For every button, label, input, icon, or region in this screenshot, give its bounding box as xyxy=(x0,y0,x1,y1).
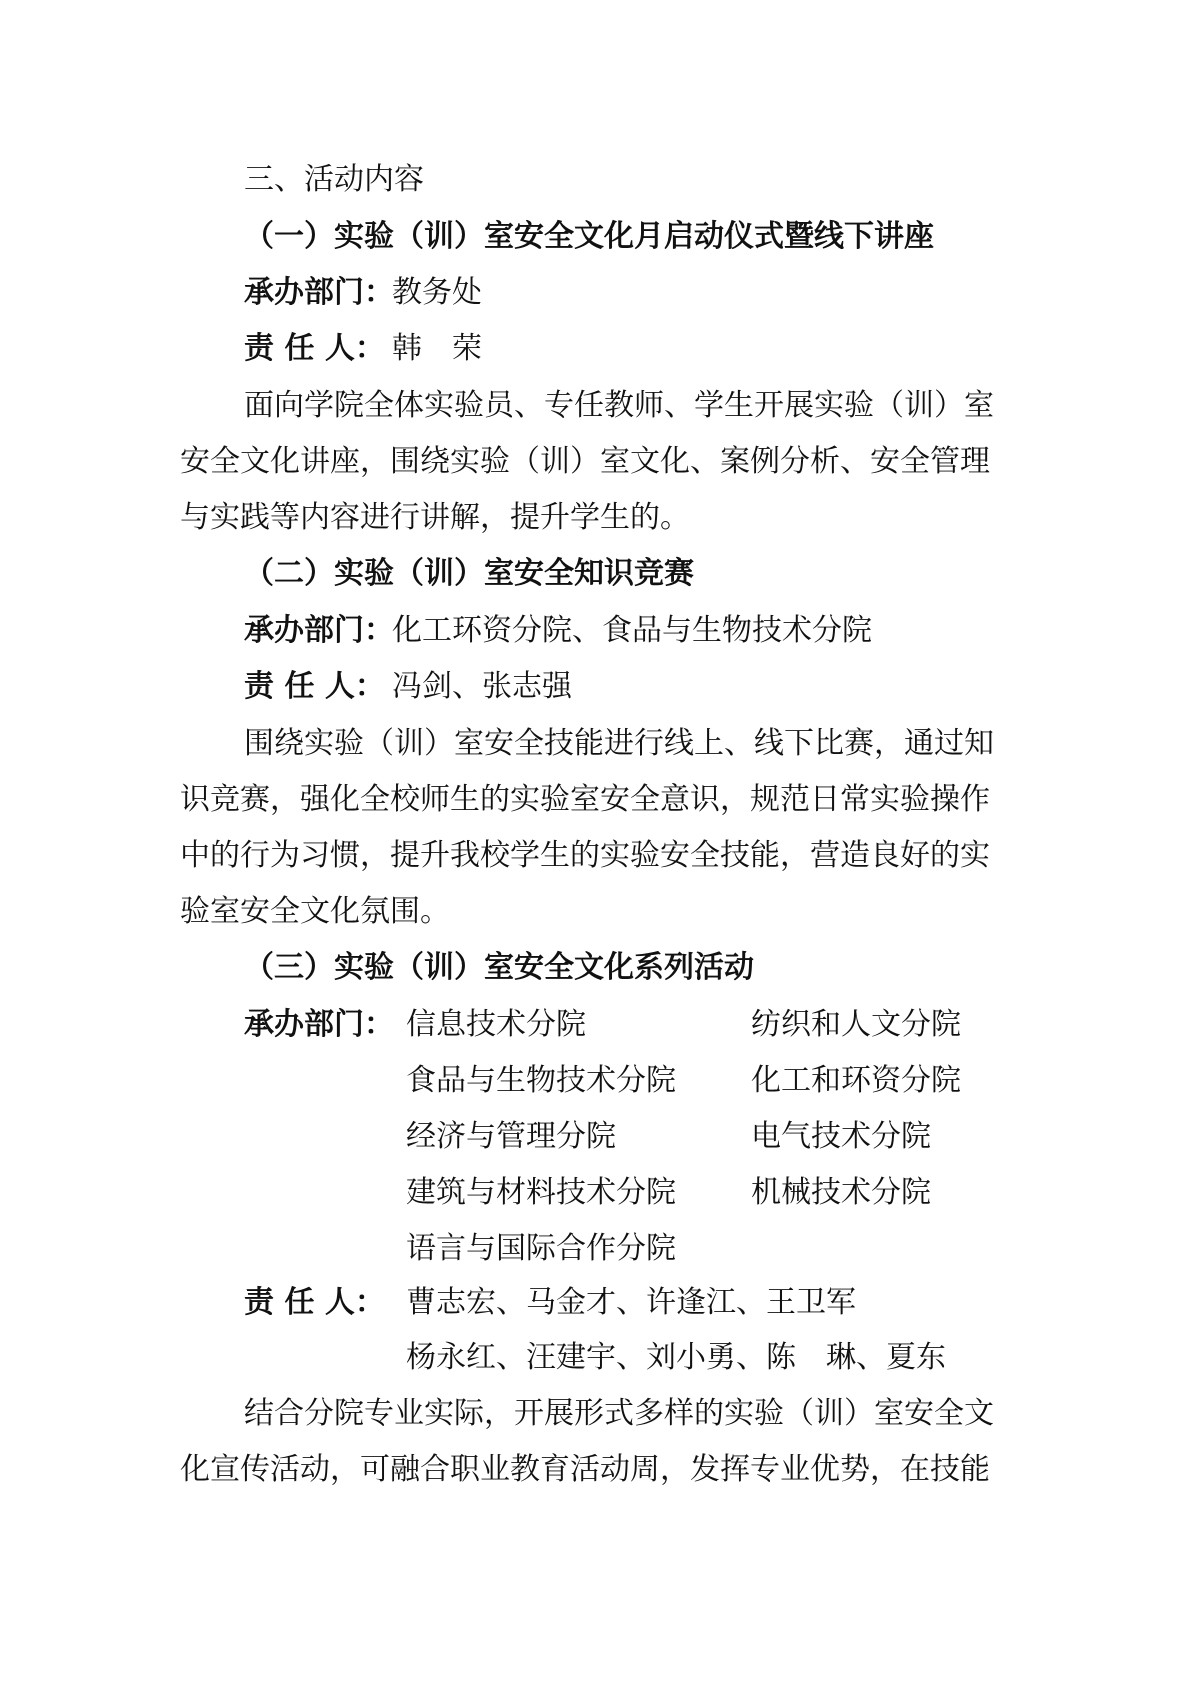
dept-value: 化工环资分院、食品与生物技术分院 xyxy=(392,613,872,648)
item-2-heading: （二）实验（训）室安全知识竞赛 xyxy=(244,556,694,591)
body-line: 验室安全文化氛围。 xyxy=(180,894,450,929)
department-item: 语言与国际合作分院 xyxy=(406,1231,676,1266)
body-line: 与实践等内容进行讲解，提升学生的。 xyxy=(180,500,690,535)
department-item: 电气技术分院 xyxy=(751,1119,931,1154)
item-3-dept-label: 承办部门： xyxy=(244,1007,394,1042)
item-1-dept-row xyxy=(244,273,482,313)
department-item: 信息技术分院 xyxy=(406,1007,586,1042)
body-line: 安全文化讲座，围绕实验（训）室文化、案例分析、安全管理 xyxy=(180,444,990,479)
person-label: 责 任 人： xyxy=(244,331,385,366)
item-1-body xyxy=(180,378,1040,546)
body-line: 面向学院全体实验员、专任教师、学生开展实验（训）室 xyxy=(244,388,994,423)
item-1-person-row xyxy=(244,329,482,369)
department-item: 经济与管理分院 xyxy=(406,1119,616,1154)
department-item: 建筑与材料技术分院 xyxy=(406,1175,676,1210)
dept-label: 承办部门： xyxy=(244,275,394,310)
person-value: 冯剑、张志强 xyxy=(392,669,572,704)
department-item: 化工和环资分院 xyxy=(751,1063,961,1098)
item-3-body xyxy=(180,1386,1040,1498)
person-names-line: 杨永红、汪建宇、刘小勇、陈 琳、夏东 xyxy=(406,1340,946,1375)
dept-value: 教务处 xyxy=(392,275,482,310)
item-3-heading: （三）实验（训）室安全文化系列活动 xyxy=(244,950,754,985)
body-line: 中的行为习惯，提升我校学生的实验安全技能，营造良好的实 xyxy=(180,838,990,873)
item-1-heading: （一）实验（训）室安全文化月启动仪式暨线下讲座 xyxy=(244,219,934,254)
body-line: 化宣传活动，可融合职业教育活动周，发挥专业优势，在技能 xyxy=(180,1452,990,1487)
department-item: 机械技术分院 xyxy=(751,1175,931,1210)
body-line: 识竞赛，强化全校师生的实验室安全意识，规范日常实验操作 xyxy=(180,782,990,817)
body-line: 围绕实验（训）室安全技能进行线上、线下比赛，通过知 xyxy=(244,726,994,761)
section-title: 三、活动内容 xyxy=(244,162,424,197)
person-names-line: 曹志宏、马金才、许逢江、王卫军 xyxy=(406,1285,856,1320)
department-item: 食品与生物技术分院 xyxy=(406,1063,676,1098)
item-3-person-label: 责 任 人： xyxy=(244,1285,385,1320)
body-line: 结合分院专业实际，开展形式多样的实验（训）室安全文 xyxy=(244,1396,994,1431)
person-value: 韩 荣 xyxy=(392,331,482,366)
department-item: 纺织和人文分院 xyxy=(751,1007,961,1042)
person-label: 责 任 人： xyxy=(244,669,385,704)
dept-label: 承办部门： xyxy=(244,613,394,648)
department-list xyxy=(406,1005,1046,1269)
item-2-body xyxy=(180,716,1040,940)
item-2-person-row xyxy=(244,667,572,707)
item-2-dept-row xyxy=(244,611,872,651)
